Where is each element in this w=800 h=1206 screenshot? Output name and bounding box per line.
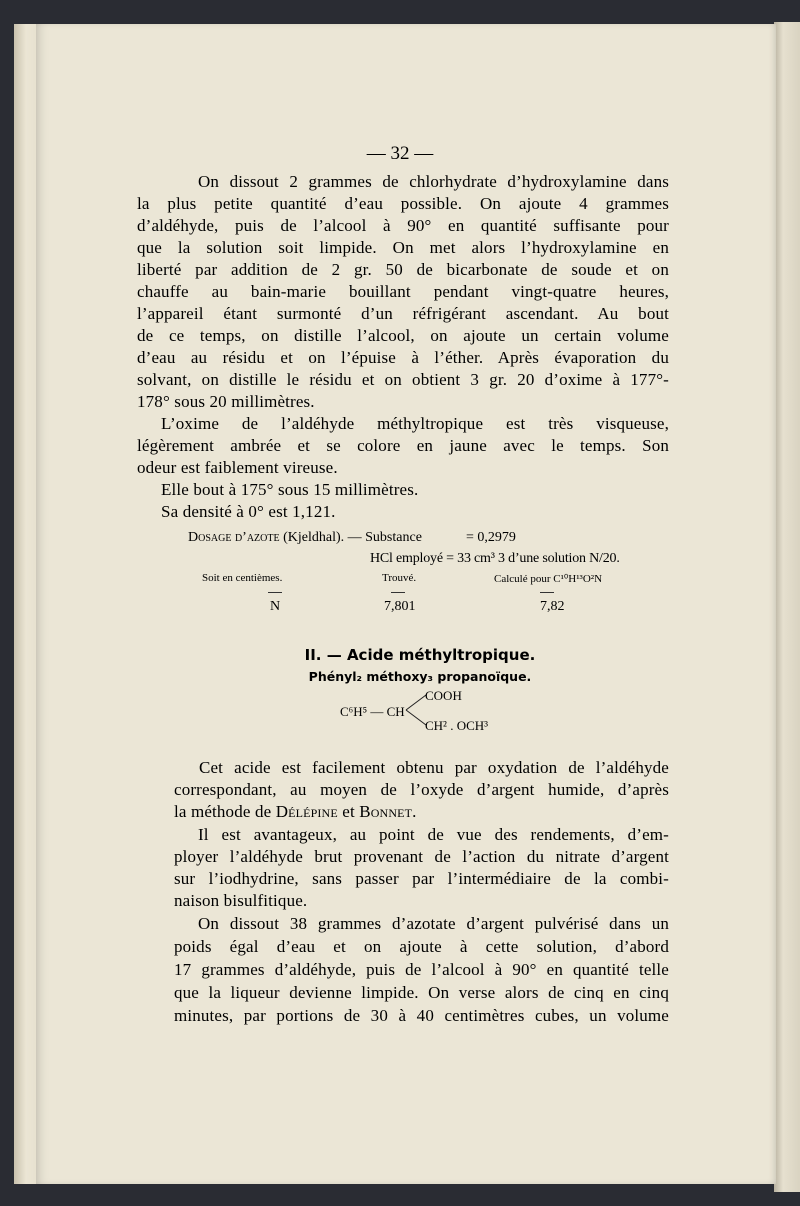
text-line: On dissout 2 grammes de chlorhydrate d’hydroxylamine dans [198,172,669,191]
assay-method: (Kjeldhal). — Substance [283,530,422,545]
text-line: solvant, on distille le résidu et on obtient 3 gr. 20 d’oxime à 177°- [137,370,669,389]
hcl-used-line: HCl employé = 33 cm³ 3 d’une solution N/20. [370,551,620,566]
assay-label: Dosage d’azote [188,530,280,545]
text-line [174,801,706,823]
text-line: ployer l’aldéhyde brut provenant de l’action du nitrate d’argent [174,847,669,866]
text-line: 17 grammes d’aldéhyde, puis de l’alcool à 90° en quantité telle [174,960,669,979]
found-value: 7,801 [384,599,416,614]
author-name: Bonnet [359,802,413,821]
text-line: minutes, par portions de 30 à 40 centimètres cubes, un volume [174,1006,669,1025]
text-line: de ce temps, on distille l’alcool, on ajoute un certain volume [137,326,669,345]
text-line: liberté par addition de 2 gr. 50 de bicarbonate de soude et on [137,260,669,279]
text-line: 178° sous 20 millimètres. [137,392,315,411]
density-line: Sa densité à 0° est 1,121. [161,502,336,521]
column-header-found: Trouvé. [382,572,417,584]
text-line: odeur est faiblement vireuse. [137,458,338,477]
text-line: Il est avantageux, au point de vue des rendements, d’em- [198,825,669,844]
text-line: poids égal d’eau et on ajoute à cette solution, d’abord [174,937,669,956]
boiling-point-line: Elle bout à 175° sous 15 millimètres. [161,480,419,499]
next-page-edge [774,22,800,1192]
element-symbol: N [270,599,281,614]
formula-carboxyl-group: COOH [425,688,462,703]
text-line: l’appareil étant surmonté d’un réfrigérant ascendant. Au bout [137,304,669,323]
text-line: la plus petite quantité d’eau possible. On ajoute 4 grammes [137,194,669,213]
text-line: correspondant, au moyen de l’oxyde d’argent humide, d’après [174,780,669,799]
column-header-calculated: Calculé pour C¹⁰H¹³O²N [494,573,603,585]
text-line: chauffe au bain-marie bouillant pendant vingt-quatre heures, [137,282,669,301]
text-line: naison bisulfitique. [174,891,308,910]
text-fragment: et [342,802,355,821]
text-line: d’aldéhyde, puis de l’alcool à 90° en quantité suffisante pour [137,216,669,235]
section-title: II. — Acide méthyltropique. [304,646,536,664]
assay-header [188,530,422,546]
text-line: On dissout 38 grammes d’azotate d’argent pulvérisé dans un [198,914,669,933]
formula-methoxymethyl-group: CH² . OCH³ [425,718,489,733]
text-line: sur l’iodhydrine, sans passer par l’intermédiaire de la combi- [174,869,669,888]
section-subtitle: Phényl₂ méthoxy₃ propanoïque. [308,669,532,684]
substance-value: = 0,2979 [466,530,516,545]
text-line: d’eau au résidu et on l’épuise à l’éther. Après évaporation du [137,348,669,367]
formula-main-chain: C⁶H⁵ — CH [340,704,405,719]
page-number: — 32 — [366,143,434,164]
calculated-value: 7,82 [540,599,565,614]
column-rule [391,592,405,593]
text-fragment: . [412,802,417,821]
column-header-percent: Soit en centièmes. [202,572,283,584]
text-line: que la solution soit limpide. On met alors l’hydroxylamine en [137,238,669,257]
text-line: légèrement ambrée et se colore en jaune avec le temps. Son [137,436,669,455]
column-rule [540,592,554,593]
text-line: L’oxime de l’aldéhyde méthyltropique est très visqueuse, [161,414,669,433]
author-name: Délépine [275,802,338,821]
column-rule [268,592,282,593]
text-fragment: la méthode de [174,802,272,821]
text-line: Cet acide est facilement obtenu par oxydation de l’aldéhyde [199,758,669,777]
text-line: que la liqueur devienne limpide. On verse alors de cinq en cinq [174,983,669,1002]
